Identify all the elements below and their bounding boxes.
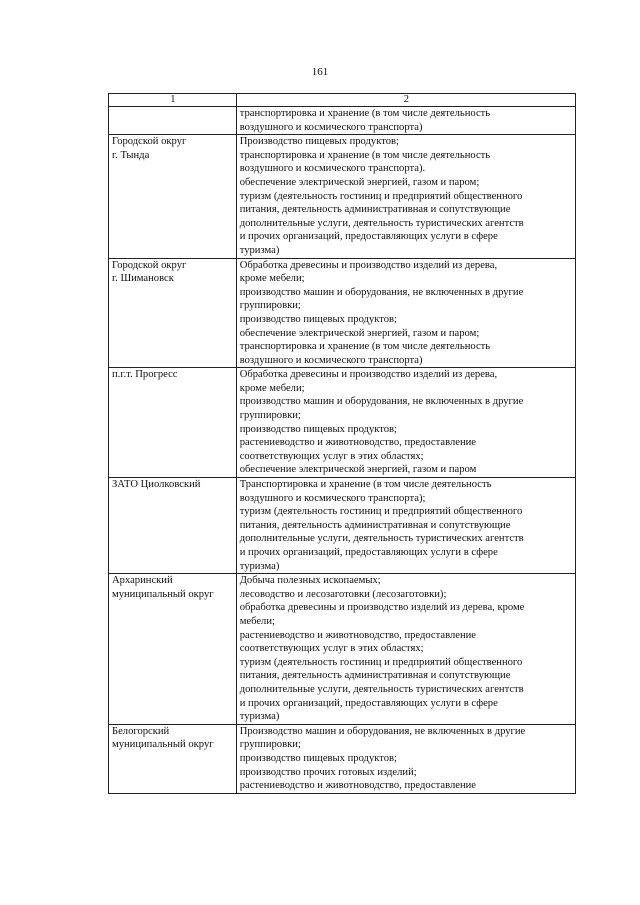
table-row: [109, 258, 576, 368]
activity-line: Производство машин и оборудования, не включенных в другие: [239, 725, 526, 737]
activity-line: туризм (деятельность гостиниц и предприятий общественного: [239, 506, 523, 518]
activities-table: [108, 93, 576, 794]
table-row: [109, 368, 576, 478]
activity-line: кроме мебели;: [239, 273, 305, 285]
activity-line: Добыча полезных ископаемых;: [239, 575, 381, 587]
region-name-line: п.г.т. Прогресс: [112, 369, 178, 381]
table-row: [109, 478, 576, 574]
activity-line: Обработка древесины и производство изделий из дерева,: [239, 369, 498, 381]
activity-line: кроме мебели;: [239, 382, 305, 394]
region-cell: [109, 724, 237, 793]
activity-line: обеспечение электрической энергией, газом и паром: [239, 464, 477, 476]
table-body: [109, 107, 576, 794]
region-name-line: муниципальный округ: [112, 588, 214, 600]
activity-line: транспортировка и хранение (в том числе деятельность: [239, 108, 491, 119]
activity-line: и прочих организаций, предоставляющих услуги в сфере: [239, 231, 498, 243]
table-header-row: [109, 94, 576, 107]
activity-line: соответствующих услуг в этих областях;: [239, 643, 424, 655]
activity-line: производство прочих готовых изделий;: [239, 766, 417, 778]
activities-cell: [236, 258, 575, 368]
activity-line: дополнительные услуги, деятельность туристических агентств: [239, 533, 524, 545]
region-name-line: ЗАТО Циолковский: [112, 479, 201, 491]
table-row: [109, 724, 576, 793]
activity-line: обеспечение электрической энергией, газом и паром;: [239, 327, 480, 339]
column-header-1: 1: [109, 94, 237, 107]
activity-line: обеспечение электрической энергией, газом и паром;: [239, 176, 480, 188]
activity-line: туризм (деятельность гостиниц и предприятий общественного: [239, 190, 523, 202]
activity-line: туризма): [239, 244, 280, 256]
activity-line: дополнительные услуги, деятельность туристических агентств: [239, 217, 524, 229]
activity-line: лесоводство и лесозаготовки (лесозаготовки);: [239, 588, 447, 600]
activity-line: производство пищевых продуктов;: [239, 423, 397, 435]
region-name-line: Городской округ: [112, 259, 187, 271]
activity-line: производство машин и оборудования, не включенных в другие: [239, 286, 524, 298]
table-row: [109, 135, 576, 258]
activities-cell: [236, 135, 575, 258]
activity-line: туризм (деятельность гостиниц и предприятий общественного: [239, 656, 523, 668]
region-name-line: Архаринский: [112, 575, 173, 587]
region-cell: [109, 258, 237, 368]
activity-line: транспортировка и хранение (в том числе деятельность: [239, 149, 491, 161]
activities-cell: [236, 724, 575, 793]
activity-line: производство пищевых продуктов;: [239, 313, 397, 325]
activity-line: группировки;: [239, 410, 301, 422]
region-name-line: Белогорский: [112, 725, 170, 737]
activity-line: дополнительные услуги, деятельность туристических агентств: [239, 683, 524, 695]
page-number: 161: [311, 66, 329, 78]
activity-line: туризма): [239, 711, 280, 723]
activity-line: воздушного и космического транспорта).: [239, 163, 426, 175]
region-name-line: г. Тында: [112, 149, 150, 161]
activity-line: туризма): [239, 560, 280, 572]
region-cell: [109, 478, 237, 574]
activity-line: Производство пищевых продуктов;: [239, 136, 399, 148]
activity-line: питания, деятельность административная и сопутствующие: [239, 519, 511, 531]
activity-line: мебели;: [239, 615, 275, 627]
activity-line: Транспортировка и хранение (в том числе деятельность: [239, 479, 492, 491]
region-cell: [109, 107, 237, 135]
activity-line: группировки;: [239, 739, 301, 751]
activity-line: Обработка древесины и производство изделий из дерева,: [239, 259, 498, 271]
activities-cell: [236, 107, 575, 135]
activity-line: воздушного и космического транспорта);: [239, 492, 426, 504]
table-row: [109, 107, 576, 135]
activity-line: растениеводство и животноводство, предоставление: [239, 437, 476, 449]
region-cell: [109, 135, 237, 258]
column-header-2: 2: [236, 94, 575, 107]
activity-line: воздушного и космического транспорта): [239, 354, 423, 366]
activity-line: обработка древесины и производство изделий из дерева, кроме: [239, 602, 525, 614]
activity-line: питания, деятельность административная и сопутствующие: [239, 670, 511, 682]
activity-line: соответствующих услуг в этих областях;: [239, 450, 424, 462]
activities-cell: [236, 478, 575, 574]
activity-line: производство пищевых продуктов;: [239, 752, 397, 764]
activity-line: растениеводство и животноводство, предоставление: [239, 780, 476, 792]
activity-line: и прочих организаций, предоставляющих услуги в сфере: [239, 547, 498, 558]
activities-cell: [236, 368, 575, 478]
region-cell: [109, 368, 237, 478]
activity-line: воздушного и космического транспорта): [239, 121, 423, 133]
activity-line: и прочих организаций, предоставляющих услуги в сфере: [239, 697, 498, 709]
region-name-line: Городской округ: [112, 136, 187, 148]
activity-line: растениеводство и животноводство, предоставление: [239, 629, 476, 641]
activity-line: транспортировка и хранение (в том числе деятельность: [239, 341, 491, 353]
activity-line: питания, деятельность административная и сопутствующие: [239, 204, 511, 216]
region-name-line: г. Шимановск: [112, 273, 174, 285]
activity-line: производство машин и оборудования, не включенных в другие: [239, 396, 524, 408]
activities-cell: [236, 574, 575, 725]
region-cell: [109, 574, 237, 725]
region-name-line: муниципальный округ: [112, 739, 214, 751]
activity-line: группировки;: [239, 300, 301, 312]
table-row: [109, 574, 576, 725]
